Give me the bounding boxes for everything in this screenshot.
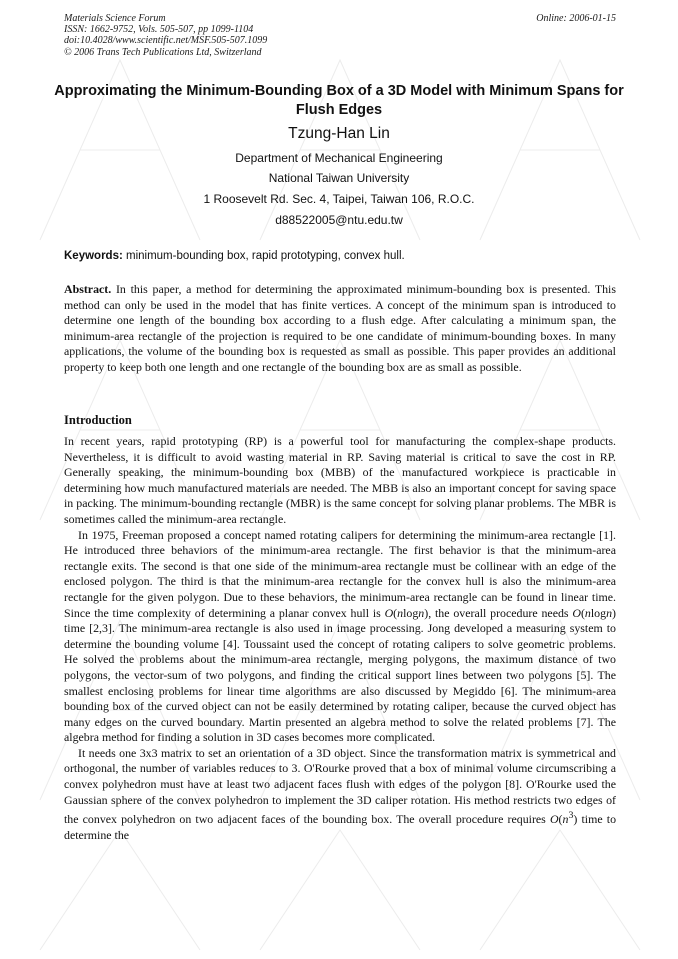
issn-line: ISSN: 1662-9752, Vols. 505-507, pp 1099-1104 (64, 24, 254, 36)
math-n: n (562, 812, 569, 827)
keywords-text: minimum-bounding box, rapid prototyping, convex hull. (126, 250, 405, 262)
journal-header (64, 13, 616, 58)
math-n: n (418, 605, 425, 620)
math-n: n (584, 605, 591, 620)
paragraph-text: It needs one 3x3 matrix to set an orientation of a 3D object. Since the transformation matrix is symmetrical and orthogonal, the number of variables reduces to 3. O'Rourke proved that a box of minimal volume circumscribing a convex polyhedron must have at least two adjacent faces flush with edges of the polygon [8]. O'Rourke used the Gaussian sphere of the convex polyhedron to implement the 3D caliper rotation. His method restricts two edges of the convex polyhedron on two adjacent faces of the bounding box. The overall procedure requires (64, 745, 616, 827)
affiliation-department: Department of Mechanical Engineering (235, 151, 443, 165)
paragraph-text: time to determine the (64, 812, 617, 842)
math-o: O (549, 812, 559, 827)
author-email: d88522005@ntu.edu.tw (275, 213, 403, 227)
paragraph-text: In 1975, Freeman proposed a concept named rotating calipers for determining the minimum-area rectangle [1]. He introduced three behaviors of the minimum-area rectangle. The first behavior is that the minimum-area rectangle exits. The second is that one side of the minimum-area rectangle must be collinear with an edge of the enclosed polygon. The third is that the minimum-area rectangle for the convex hull is also the minimum-area rectangle for the given polygon. Due to these behaviors, the minimum-area rectangle can be found in linear time. Since the time complexity of determining a planar convex hull is (64, 527, 616, 620)
paragraph (64, 528, 616, 746)
doi-line: doi:10.4028/www.scientific.net/MSF.505-507.1099 (64, 35, 268, 47)
math-o: O (384, 605, 394, 620)
abstract-text: In this paper, a method for determining the approximated minimum-bounding box is presented. This method can only be used in the model that has finite vertices. A concept of the minimum span is introduced to determine one length of the bounding box according to a flush edge. After calculating a minimum span, the minimum-area rectangle of the projection is required to be one candidate of minimum-bounding boxes. In many applications, the volume of the bounding box is requested as small as possible. This paper provides an additional property to keep both one length and one rectangle of the bounding box are as small as possible. (64, 282, 616, 374)
paragraph-text: time [2,3]. The minimum-area rectangle is also used in image processing. Jong developed a measuring system to determine the bounding volume [4]. Toussaint used the concept of rotating calipers to solve geometric problems. He solved the problems about the minimum-area rectangle, merging polygons, the maximum distance of two polygons, the vector-sum of two polygons, and finding the critical support lines between two polygons [5]. The smallest enclosing problems for linear time algorithms are also discussed by Megiddo [6]. The minimum-area bounding box of the curved object can not be easily determined by rotating caliper, because the curved object has many edges on the curved boundary. Martin presented an algebra method to solve the related problems [7]. The algebra method for finding a solution in 3D cases becomes more complicated. (64, 621, 616, 745)
keywords-label: Keywords: (64, 250, 123, 262)
introduction-body (64, 434, 616, 843)
paragraph-text: , the overall procedure needs (428, 605, 573, 620)
math-o: O (572, 605, 581, 620)
math-n: n (397, 605, 404, 620)
math-log: log (403, 605, 419, 620)
affiliation-address: 1 Roosevelt Rd. Sec. 4, Taipei, Taiwan 106, R.O.C. (203, 192, 475, 206)
affiliation-university: National Taiwan University (268, 171, 410, 185)
paper-title: Approximating the Minimum-Bounding Box of a 3D Model with Minimum Spans for Flush Edges (54, 83, 624, 118)
section-heading-introduction: Introduction (64, 413, 132, 427)
abstract-label: Abstract. (64, 282, 112, 296)
author-name: Tzung-Han Lin (288, 125, 390, 142)
math-paren: ( (580, 605, 585, 620)
abstract (64, 282, 616, 376)
math-log: log (590, 605, 607, 620)
keywords (64, 249, 616, 263)
math-paren: ( (393, 605, 398, 620)
paragraph: It needs one 3x3 matrix to set an orientation of a 3D object. Since the transformation matrix is symmetrical and orthogonal, the number of variables reduces to 3. O'Rourke proved that a box of minimal volume circumscribing a convex polyhedron must have at least two adjacent faces flush with edges of the polygon [8]. O'Rourke used the Gaussian sphere of the convex polyhedron to implement the 3D caliper rotation. His method restricts two edges of the convex polyhedron on two adjacent faces of the bounding box. The overall procedure requires $O(n^3)$ time to determine the (64, 745, 617, 842)
copyright-line: © 2006 Trans Tech Publications Ltd, Switzerland (64, 46, 262, 58)
math-n: n (606, 605, 613, 620)
math-paren: ) (612, 605, 616, 620)
online-date: Online: 2006-01-15 (536, 13, 616, 24)
math-paren: ) (424, 605, 429, 620)
paragraph: In recent years, rapid prototyping (RP) is a powerful tool for manufacturing the complex-shape products. Nevertheless, it is difficult to avoid wasting material in RP. Saving material is critical to save the cost in RP. Generally speaking, the minimum-bounding box (MBB) of the manufactured workpiece is practicable in determining how much manufactured materials are needed. The MBB is also an important concept for saving space in packing. The minimum-bounding rectangle (MBR) is the same concept for solving planar problems. The MBR is sometimes called the minimum-area rectangle. (64, 434, 616, 526)
math-exponent: 3 (568, 810, 574, 822)
journal-name: Materials Science Forum (64, 13, 166, 24)
